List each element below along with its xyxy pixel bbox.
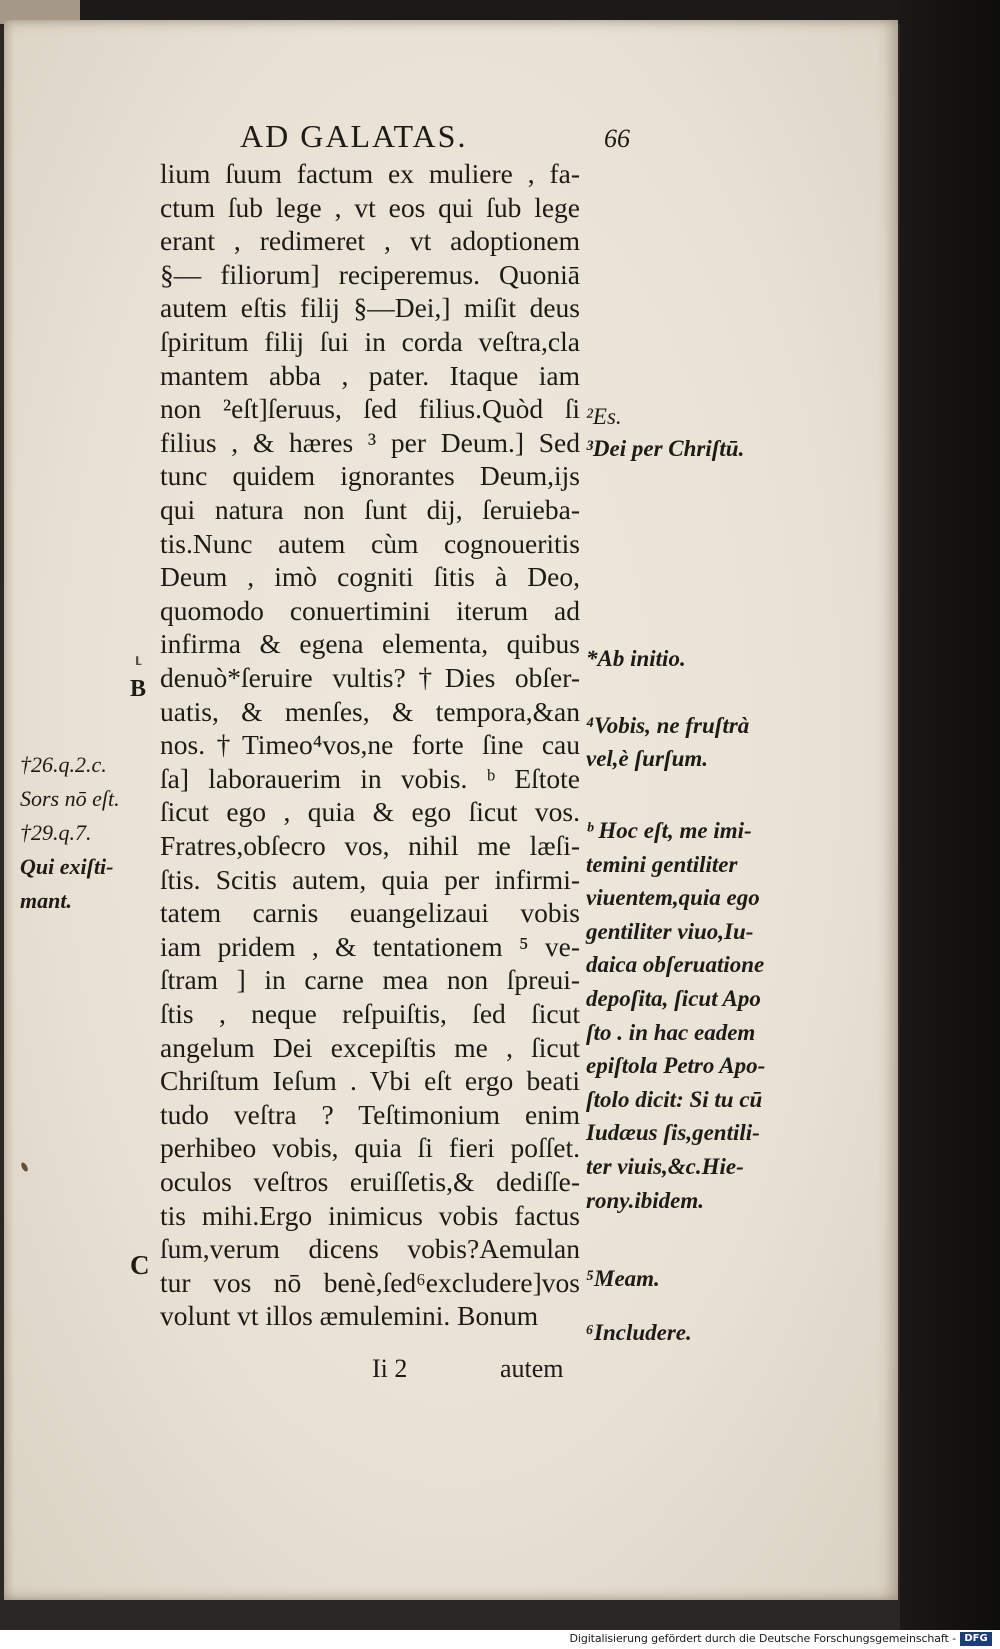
text-line: ſtram ] in carne mea non ſpreui- [160,964,580,996]
left-note-ref-1: †26.q.2.c. [20,752,107,777]
text-line: ſtis , neque reſpuiſtis, ſed ſicut [160,998,580,1029]
right-note-b-line: temini gentiliter [586,851,738,877]
text-line: uatis, & menſes, & tempora,&an [160,695,580,727]
text-line: quomodo conuertimini iterum ad [160,594,580,626]
text-line: ſicut ego , quia & ego ſicut vos. [160,796,580,828]
text-line: lium ſuum factum ex muliere , fa- [160,158,580,189]
text-line: iam pridem , & tentationem ⁵ ve- [160,930,580,962]
margin-bracket-mark: ⸤ [134,642,144,668]
right-note-b-line: viuentem,quia ego [586,885,760,911]
text-line: Chriſtum Ieſum . Vbi eſt ergo beati [160,1065,580,1097]
catchword: autem [500,1354,564,1383]
text-line: ctum ſub lege , vt eos qui ſub lege [160,191,580,223]
running-header: AD GALATAS. [240,118,468,154]
text-line: mantem abba , pater. Itaque iam [160,359,580,391]
text-line: tudo veſtra ? Teſtimonium enim [160,1098,580,1130]
text-line: denuò*ſeruire vultis?†Dies obſer- [160,662,580,693]
text-line: ſpiritum filij ſui in corda veſtra,cla [160,326,580,357]
text-line: autem eſtis filij §—Dei,] miſit deus [160,292,580,324]
text-line: nos.†Timeo⁴vos,ne forte ſine cau [160,729,580,761]
text-line: perhibeo vobis, quia ſi fieri poſſet. [160,1132,580,1164]
right-note-b-line: ter viuis,&c.Hie- [586,1154,744,1179]
left-note-text-2b: mant. [20,888,72,913]
right-note-4a: ⁴Vobis, ne fruſtrà [586,713,750,738]
text-line: Deum , imò cogniti ſitis à Deo, [160,561,580,593]
dfg-logo: DFG [960,1632,992,1646]
text-line: qui natura non ſunt dij, ſeruieba- [160,494,580,525]
text-line: tur vos nō benè,ſed⁶excludere]vos [160,1266,580,1298]
left-note-text-1: Sors nō eſt. [20,786,120,811]
right-note-star: *Ab initio. [586,646,686,671]
right-note-3: ³Dei per Chriſtū. [586,436,745,461]
text-line: oculos veſtros eruiſſetis,& dediſſe- [160,1166,580,1197]
text-line: tis mihi.Ergo inimicus vobis factus [160,1199,580,1231]
footer-funding-text: Digitalisierung gefördert durch die Deutsche Forschungsgemeinschaft - [569,1632,956,1645]
signature-mark: Ii 2 [372,1354,408,1383]
right-note-b-line: depoſita, ſicut Apo [586,986,761,1011]
text-line: tatem carnis euangelizaui vobis [160,897,580,929]
right-note-4b: vel,è ſurſum. [586,746,709,771]
section-letter-c: C [130,1250,150,1280]
right-note-b-line: ᵇ Hoc eſt, me imi- [586,818,752,843]
right-note-b-line: gentiliter viuo,Iu- [586,918,754,944]
text-line: erant , redimeret , vt adoptionem [160,225,580,257]
right-note-b-line: rony.ibidem. [586,1187,704,1213]
left-note-text-2a: Qui exiſti- [20,854,114,879]
section-letter-b: B [130,676,147,702]
right-note-2: ²Es. [586,404,622,429]
text-line: volunt vt illos æmulemini. Bonum [160,1300,539,1332]
text-line: angelum Dei excepiſtis me , ſicut [160,1031,580,1063]
text-line: non ²eſt]ſeruus, ſed filius.Quòd ſi [160,393,580,425]
scan-right-border [900,0,1000,1649]
right-note-b-line: epiſtola Petro Apo- [586,1053,766,1079]
right-note-b-line: daica obſeruatione [586,952,765,978]
right-note-b-line: ſto . in hac eadem [586,1019,756,1045]
right-note-5: ⁵Meam. [586,1266,660,1291]
text-line: infirma & egena elementa, quibus [160,628,580,660]
folio-number: 66 [604,124,630,153]
left-note-ref-2: †29.q.7. [20,820,92,845]
text-line: filius , & hæres ³ per Deum.] Sed [160,426,580,458]
right-note-b-line: Iudæus ſis,gentili- [586,1120,760,1146]
text-line: §— filiorum] reciperemus. Quoniā [160,258,580,290]
text-line: tunc quidem ignorantes Deum,ijs [160,460,580,492]
text-line: ſtis. Scitis autem, quia per infirmi- [160,863,580,895]
text-line: Fratres,obſecro vos, nihil me læſi- [160,830,580,861]
right-note-6: ⁶Includere. [586,1320,692,1345]
right-note-b-line: ſtolo dicit: Si tu cū [586,1086,763,1112]
text-line: ſum,verum dicens vobis?Aemulan [160,1233,580,1265]
text-line: ſa] laborauerim in vobis. ᵇ Eſtote [160,762,580,794]
text-line: tis.Nunc autem cùm cognoueritis [160,527,580,559]
